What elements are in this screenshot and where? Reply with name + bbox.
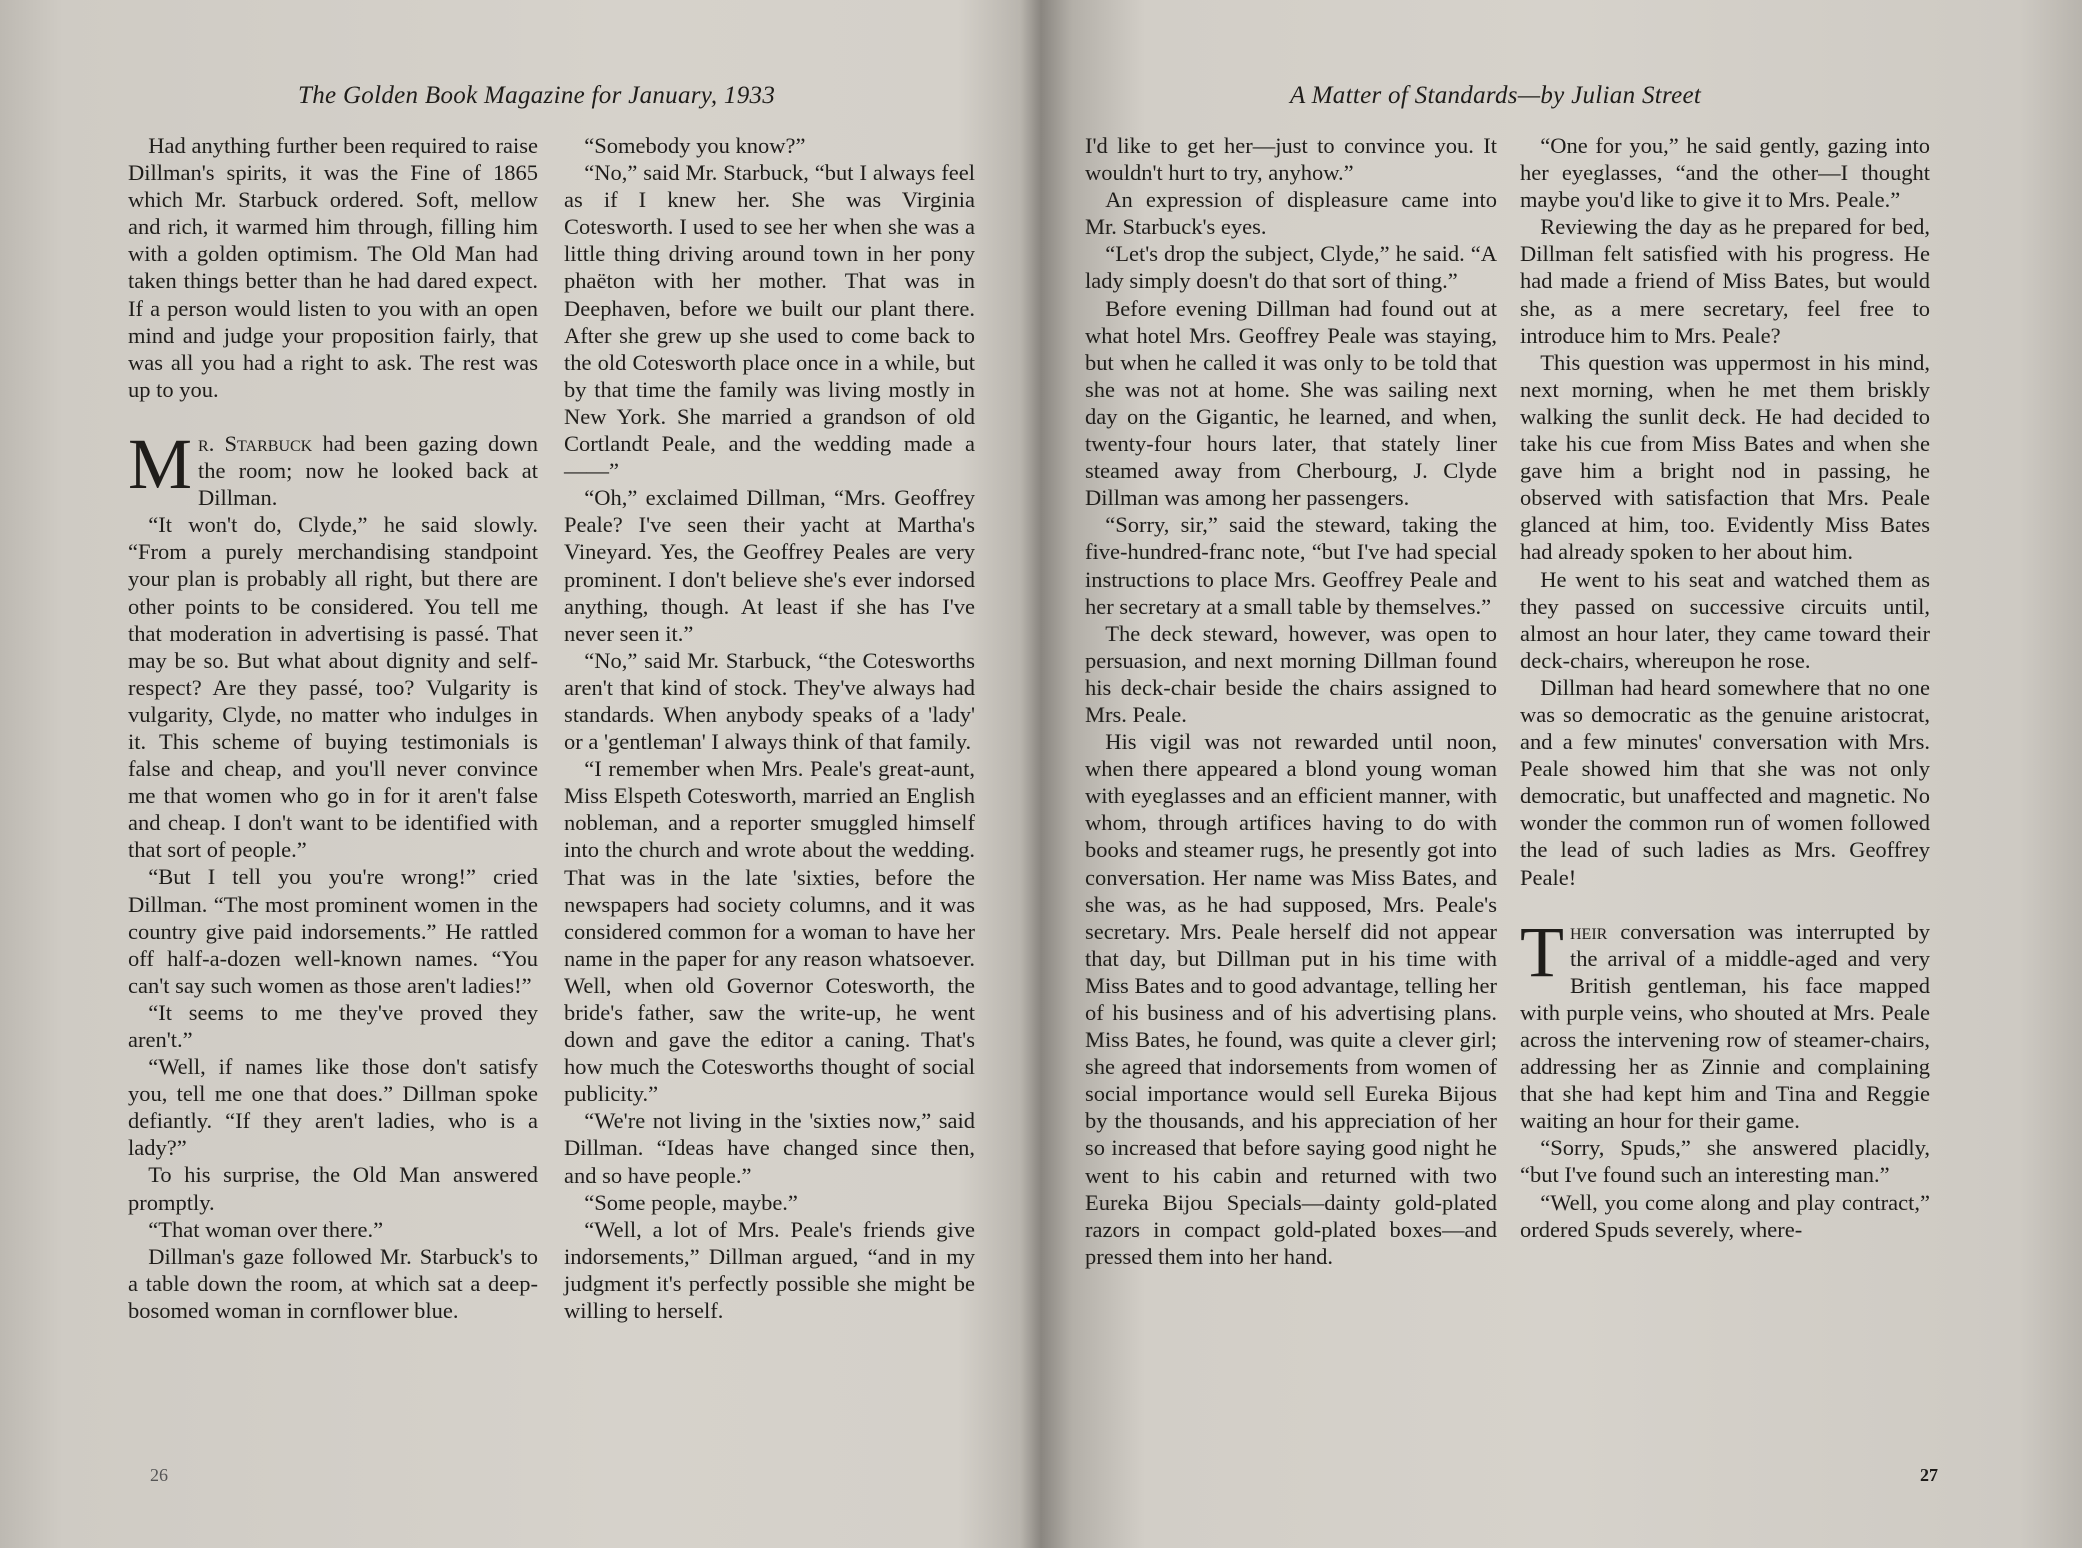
paragraph: Had anything further been required to raise Dillman's spirits, it was the Fine of 1865 which Mr. Starbuck ordered. Soft, mellow and rich, it warmed him through, filling him with a golden optimism. The Old Man had taken things better than he had dared expect. If a person would listen to you with an open mind and judge your proposition fairly, that was all you had a right to ask. The rest was up to you. <box>128 133 538 402</box>
paragraph-rest: conversation was interrupted by the arrival of a middle-aged and very British gentleman, his face mapped with purple veins, who shouted at Mrs. Peale across the intervening row of steamer-chairs, addressing her as Zinnie and complaining that she had kept him and Tina and Reggie waiting an hour for their game. <box>1520 918 1930 1134</box>
paragraph: “No,” said Mr. Starbuck, “but I always feel as if I knew her. She was Virginia Cotesworth. I used to see her when she was a little thing driving around town in her pony phaëton with her mother. That was in Deephaven, before we built our plant there. After she grew up she used to come back to the old Cotesworth place once in a while, but by that time the family was living mostly in New York. She married a grandson of old Cortlandt Peale, and the wedding made a——” <box>564 160 975 484</box>
running-head-right: A Matter of Standards—by Julian Street <box>1290 82 1702 109</box>
paragraph: “It won't do, Clyde,” he said slowly. “From a purely merchandising standpoint your plan is probably all right, but there are other points to be considered. You tell me that moderation in advertising is passé. That may be so. But what about dignity and self-respect? Are they passé, too? Vulgarity is vulgarity, Clyde, no matter who indulges in it. This scheme of buying testimonials is false and cheap, and you'll never convince me that women who go in for it aren't false and cheap. I don't want to be identified with that sort of people.” <box>128 512 538 863</box>
paragraph: I'd like to get her—just to convince you. It wouldn't hurt to try, anyhow.” <box>1085 133 1497 186</box>
dropcap-paragraph <box>128 423 539 511</box>
running-head-left: The Golden Book Magazine for January, 1933 <box>298 82 776 109</box>
paragraph: “It seems to me they've proved they aren't.” <box>128 999 538 1052</box>
page-number-left: 26 <box>150 1465 168 1485</box>
paragraph: Dillman had heard somewhere that no one was so democratic as the genuine aristocrat, and a few minutes' conversation with Mrs. Peale showed him that she was not only democratic, but unaffected and magnetic. No wonder the common run of women followed the lead of such ladies as Mrs. Geoffrey Peale! <box>1520 674 1930 890</box>
paragraph: An expression of displeasure came into Mr. Starbuck's eyes. <box>1085 187 1497 240</box>
paragraph: “I remember when Mrs. Peale's great-aunt, Miss Elspeth Cotesworth, married an English nobleman, and a reporter smuggled himself into the church and wrote about the wedding. That was in the late 'sixties, before the newspapers had society columns, and it was considered common for a woman to have her name in the paper for any reason whatsoever. Well, when old Governor Cotesworth, the bride's father, saw the write-up, he went down and gave the editor a caning. That's how much the Cotesworths thought of social publicity.” <box>564 756 975 1107</box>
paragraph: Reviewing the day as he prepared for bed, Dillman felt satisfied with his progress. He had made a friend of Miss Bates, but would she, as a mere secretary, feel free to introduce him to Mrs. Peale? <box>1520 214 1930 348</box>
left-page <box>0 0 1030 1548</box>
page-number-right: 27 <box>1920 1465 1938 1485</box>
small-caps-lead: r. Starbuck <box>198 430 313 456</box>
drop-cap: T <box>1520 911 1564 992</box>
paragraph: “Well, if names like those don't satisfy you, tell me one that does.” Dillman spoke defiantly. “If they aren't ladies, who is a lady?” <box>128 1054 538 1161</box>
paragraph: Dillman's gaze followed Mr. Starbuck's to a table down the room, at which sat a deep-bosomed woman in cornflower blue. <box>128 1243 538 1323</box>
paragraph: “We're not living in the 'sixties now,” said Dillman. “Ideas have changed since then, and so have people.” <box>564 1108 975 1188</box>
paragraph: “Some people, maybe.” <box>584 1189 798 1215</box>
paragraph: His vigil was not rewarded until noon, when there appeared a blond young woman with eyeglasses and an efficient manner, with whom, through artifices having to do with books and steamer rugs, he presently got into conversation. Her name was Miss Bates, and she was, as he had supposed, Mrs. Peale's secretary. Mrs. Peale herself did not appear that day, but Dillman put in his time with Miss Bates and to good advantage, telling her of his business and of his advertising plans. Miss Bates, he found, was quite a clever girl; she agreed that indorsements from women of social importance would sell Eureka Bijous by the thousands, and his appreciation of her so increased that before saying good night he went to his cabin and returned with two Eureka Bijou Specials—dainty gold-plated razors in compact gold-plated boxes—and pressed them into her hand. <box>1085 729 1497 1269</box>
paragraph: “Oh,” exclaimed Dillman, “Mrs. Geoffrey Peale? I've seen their yacht at Martha's Vineyard. Yes, the Geoffrey Peales are very prominent. I don't believe she's ever indorsed anything, though. At least if she has I've never seen it.” <box>564 485 975 646</box>
left-column-2 <box>564 132 975 1324</box>
paragraph: To his surprise, the Old Man answered promptly. <box>128 1162 538 1215</box>
drop-cap: M <box>128 423 193 504</box>
paragraph: “Let's drop the subject, Clyde,” he said. “A lady simply doesn't do that sort of thing.” <box>1085 241 1497 294</box>
right-page <box>1040 0 2082 1548</box>
paragraph: “That woman over there.” <box>148 1216 384 1242</box>
paragraph: “Somebody you know?” <box>584 133 806 158</box>
paragraph: “Well, you come along and play contract,” ordered Spuds severely, where- <box>1520 1189 1930 1242</box>
paragraph: The deck steward, however, was open to persuasion, and next morning Dillman found his deck-chair beside the chairs assigned to Mrs. Peale. <box>1085 620 1497 727</box>
right-column-1 <box>1085 132 1497 1270</box>
paragraph: “One for you,” he said gently, gazing into her eyeglasses, “and the other—I thought maybe you'd like to give it to Mrs. Peale.” <box>1520 133 1930 213</box>
paragraph: Before evening Dillman had found out at what hotel Mrs. Geoffrey Peale was staying, but when he called it was only to be told that she was not at home. She was sailing next day on the Gigantic, he learned, and when, twenty-four hours later, that stately liner steamed away from Cherbourg, J. Clyde Dillman was among her passengers. <box>1085 295 1497 511</box>
small-caps-lead: heir <box>1569 918 1608 944</box>
paragraph: “Sorry, Spuds,” she answered placidly, “but I've found such an interesting man.” <box>1520 1135 1930 1188</box>
paragraph: He went to his seat and watched them as they passed on successive circuits until, almost an hour later, they came toward their deck-chairs, whereupon he rose. <box>1520 566 1930 673</box>
paragraph: “But I tell you you're wrong!” cried Dillman. “The most prominent women in the country give paid indorsements.” He rattled off half-a-dozen well-known names. “You can't say such women as those aren't ladies!” <box>128 864 538 998</box>
dropcap-paragraph <box>1520 911 1930 1135</box>
paragraph: “Well, a lot of Mrs. Peale's friends give indorsements,” Dillman argued, “and in my judgment it's perfectly possible she might be willing to herself. <box>564 1216 975 1324</box>
right-column-2 <box>1520 132 1930 1243</box>
paragraph: “Sorry, sir,” said the steward, taking the five-hundred-franc note, “but I've had special instructions to place Mrs. Geoffrey Peale and her secretary at a small table by themselves.” <box>1085 512 1497 619</box>
left-column-1 <box>128 132 538 1324</box>
paragraph-rest: had been gazing down the room; now he looked back at Dillman. <box>198 430 539 511</box>
paragraph: “No,” said Mr. Starbuck, “the Cotesworths aren't that kind of stock. They've always had standards. When anybody speaks of a 'lady' or a 'gentleman' I always think of that family. <box>564 647 975 755</box>
paragraph: This question was uppermost in his mind, next morning, when he met them briskly walking the sunlit deck. He had decided to take his cue from Miss Bates and when she gave him a bright nod in passing, he observed with satisfaction that Mrs. Peale glanced at him, too. Evidently Miss Bates had already spoken to her about him. <box>1520 349 1930 565</box>
